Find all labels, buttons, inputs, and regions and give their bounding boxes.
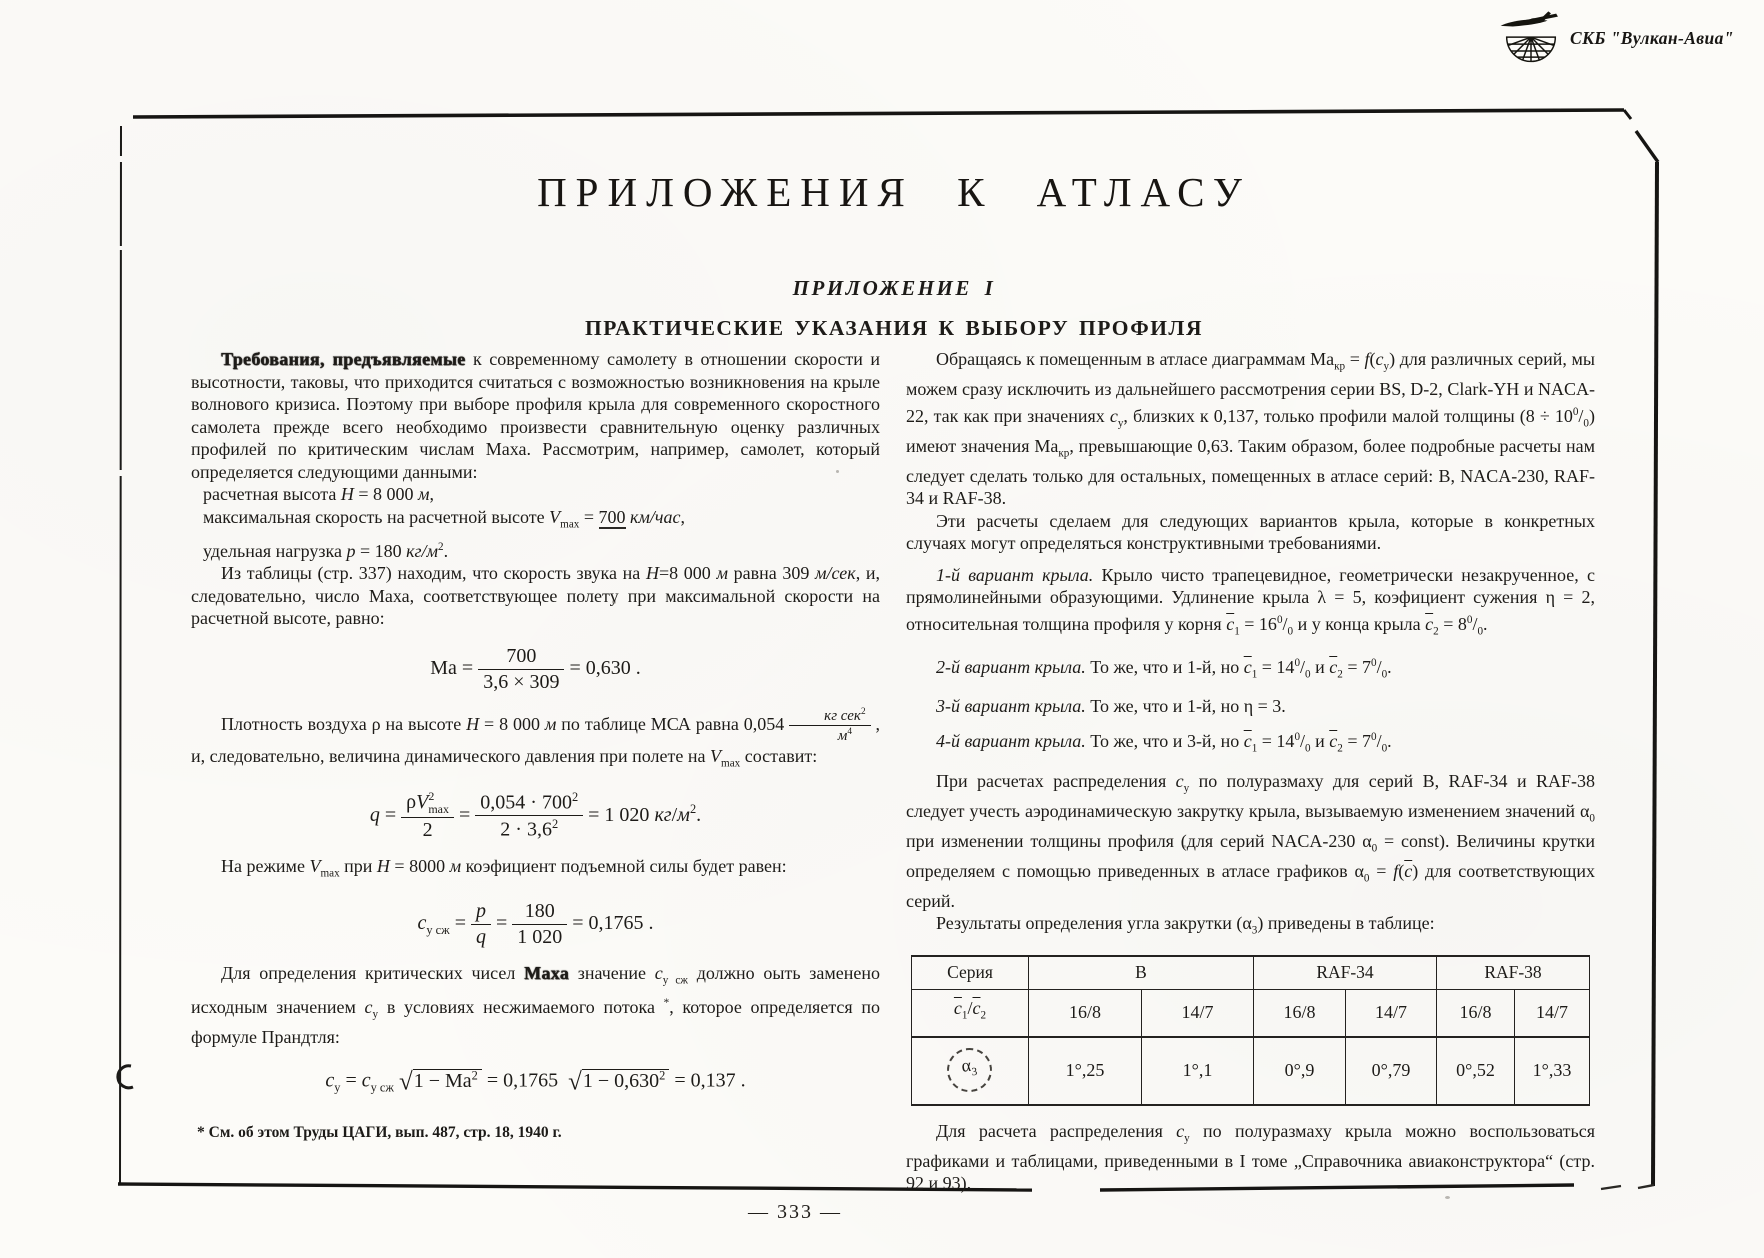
table-value: 1°,33 bbox=[1515, 1037, 1590, 1105]
paragraph-twist: При расчетах распределения $c_у$ по полуразмаху для серий B, RAF-34 и RAF-38 следует учесть аэродинамическую закрутку крыла, вызываемую изменением значений $\alpha_0$ при изменении толщины профиля (для серий NACA-230 $\alpha_0$ = const). Величины крутки определяем с помощью приведенных в атласе графиков $\alpha_0 = f(\overline{c})$ для соответствующих серий. bbox=[906, 770, 1596, 911]
table-row-header-c1c2: $\overline{c}_1/\overline{c}_2$ bbox=[912, 989, 1029, 1037]
paragraph-prandtl: Для определения критических чисел Маха значение $c_{у сж}$ должно оыть заменено исходным значением $c_у$ в условиях несжимаемого потока *, которое определяется по формуле Прандтля: bbox=[191, 963, 881, 1048]
paragraph-air-density: Плотность воздуха ρ на высоте H = 8 000 м по таблице МСА равна 0,054 $\frac{кг сек^2}{м^4}$ , и, следовательно, величина динамического давления при полете на $V_{max}$ составит: bbox=[191, 706, 880, 770]
formula-mach-number: Ма = $\frac{700}{3,6 \times 309}$ = 0,630 . bbox=[430, 644, 641, 693]
spec-line-load: удельная нагрузка p = 180 $кг/м^2$. bbox=[203, 540, 449, 561]
paragraph-variant-3: 3-й вариант крыла. То же, что и 1-й, но η = 3. bbox=[936, 695, 1286, 716]
spec-line-speed: максимальная скорость на расчетной высоте $V_{max} = 700$ км/час, bbox=[203, 506, 685, 531]
table-subheader: 14/7 bbox=[1346, 989, 1437, 1037]
section-heading: ПРАКТИЧЕСКИЕ УКАЗАНИЯ К ВЫБОРУ ПРОФИЛЯ bbox=[585, 316, 1203, 340]
table-subheader: 14/7 bbox=[1515, 989, 1590, 1037]
table-subheader: 16/8 bbox=[1437, 989, 1515, 1037]
page-title: ПРИЛОЖЕНИЯ К АТЛАСУ bbox=[537, 169, 1251, 215]
table-header-series-raf34: RAF-34 bbox=[1254, 956, 1437, 990]
table-header-seriya: Серия bbox=[912, 956, 1029, 990]
twist-angle-table bbox=[911, 955, 1590, 1106]
paragraph-conclusion: Для расчета распределения $c_у$ по полуразмаху крыла можно воспользоваться графиками и таблицами, приведенными в I томе „Справочника авиаконструктора“ (стр. 92 и 93). bbox=[906, 1120, 1595, 1194]
right-column bbox=[906, 348, 1595, 1195]
paragraph-table-intro: Результаты определения угла закрутки $(\alpha_3)$ приведены в таблице: bbox=[936, 913, 1435, 938]
spec-line-height: расчетная высота H = 8 000 м, bbox=[203, 484, 435, 504]
paragraph-variant-1: 1-й вариант крыла. Крыло чисто трапецевидное, геометрически незакрученное, с прямолинейными образующими. Удлинение крыла λ = 5, коэфициент сужения η = 2, относительная толщина профиля у корня $\overline{c}_1 = 16^0/_0$ и у конца крыла $\overline{c}_2 = 8^0/_0$. bbox=[906, 564, 1595, 638]
paragraph-intro: Требования, предъявляемые к современному самолету в отношении скорости и высотности, таковы, что приходится считаться с возможностью возникновения на крыле волнового кризиса. Поэтому при выборе профиля крыла для современного скоростного самолета прежде всего необходимо произвести сравнительную оценку различных профилей по критическим числам Маха. Рассмотрим, например, самолет, который определяется следующими данными: bbox=[191, 349, 880, 482]
paragraph-lift-regime: На режиме $V_{max}$ при H = 8000 м коэфициент подъемной силы будет равен: bbox=[221, 856, 787, 880]
table-value: 1°,1 bbox=[1142, 1037, 1254, 1105]
table-subheader: 14/7 bbox=[1142, 989, 1254, 1037]
table-value: 0°,9 bbox=[1254, 1037, 1346, 1105]
page-content bbox=[133, 0, 1655, 1258]
table-value: 1°,25 bbox=[1029, 1037, 1142, 1105]
paragraph-atlas-diagrams: Обращаясь к помещенным в атласе диаграммам $Ма_{кр} = f(c_у)$ для различных серий, мы можем сразу исключить из дальнейшего рассмотрения серии BS, D-2, Clark-YH и NACA-22, так как при значениях $c_у$, близких к 0,137, только профили малой толщины $(8 \div 10^0/_0)$ имеют значения $Ма_{кр}$, превышающие 0,63. Таким образом, более подробные расчеты нам следует сделать только для остальных, помещенных в атласе серий: B, NACA-230, RAF-34 и RAF-38. bbox=[906, 349, 1595, 509]
left-column bbox=[191, 348, 880, 1143]
formula-dynamic-pressure: q = ρV 2 max 2 = $\frac{0,054 \cdot 700^2}{2 \cdot 3,6^2}$ = 1 020 $кг/м^2$. bbox=[369, 788, 702, 842]
formula-prandtl: $c_у = c_{у сж}$ $√1 - Ма^2 = 0,1765$ $√1 - 0,630^2 = 0,137$ . bbox=[325, 1067, 746, 1096]
logo-text: СКБ "Вулкан-Авиа" bbox=[1570, 28, 1734, 48]
paragraph-variant-4: 4-й вариант крыла. То же, что и 3-й, но $\overline{c}_1 = 14^0/_0$ и $\overline{c}_2 = 7^0/_0$. bbox=[936, 731, 1392, 756]
alpha3-circled-mark: $\alpha_3$ bbox=[945, 1046, 994, 1095]
table-subheader: 16/8 bbox=[1029, 989, 1142, 1037]
appendix-heading: ПРИЛОЖЕНИЕ I bbox=[792, 276, 996, 300]
footnote-tsagi: * См. об этом Труды ЦАГИ, вып. 487, стр. 18, 1940 г. bbox=[197, 1124, 562, 1141]
table-value: 0°,79 bbox=[1346, 1037, 1437, 1105]
table-subheader: 16/8 bbox=[1254, 989, 1346, 1037]
page-number: — 333 — bbox=[748, 1201, 842, 1223]
table-value: 0°,52 bbox=[1437, 1037, 1515, 1105]
table-row-label-alpha3 bbox=[912, 1037, 1029, 1105]
formula-lift-coefficient: $c_{у сж}$ = $\frac{p}{q}$ = $\frac{180}{1 020}$ = 0,1765 . bbox=[417, 900, 654, 949]
paragraph-calc-variants: Эти расчеты сделаем для следующих вариантов крыла, которые в конкретных случаях могут определяться конструктивными требованиями. bbox=[906, 510, 1595, 554]
table-header-series-raf38: RAF-38 bbox=[1437, 956, 1590, 990]
paragraph-variant-2: 2-й вариант крыла. То же, что и 1-й, но $\overline{c}_1 = 14^0/_0$ и $\overline{c}_2 = 7^0/_0$. bbox=[936, 656, 1392, 681]
table-header-series-b: B bbox=[1029, 956, 1254, 990]
paragraph-sound-speed: Из таблицы (стр. 337) находим, что скорость звука на H=8 000 м равна 309 м/сек, и, следовательно, число Маха, соответствующее полету при максимальной скорости на расчетной высоте, равно: bbox=[191, 563, 880, 629]
